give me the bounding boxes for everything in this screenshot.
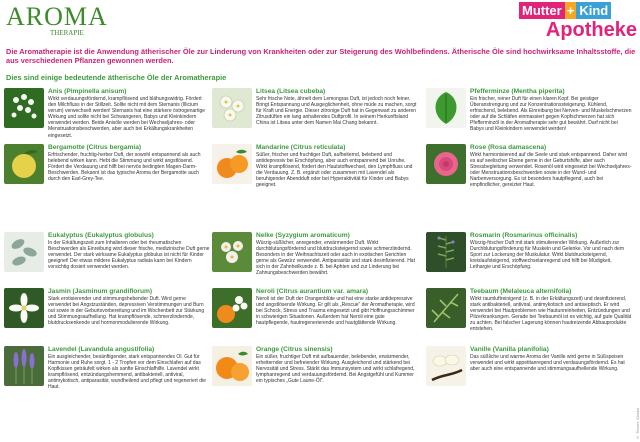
rosemary-sprig-icon bbox=[426, 232, 466, 272]
pharmacy-logo[interactable] bbox=[519, 2, 637, 42]
oil-name: Mandarine (Citrus reticulata) bbox=[256, 144, 346, 151]
oil-entry bbox=[212, 88, 420, 144]
oil-description: Wirkt verdauungsfördernd, krampflösend und blähungswidrig. Fördert den Milchfluss in der Stillzeit. Sollte nicht mit dem Sternanis (Illicium verum) verwechselt werden! Sternanis hat eine stärkere östrogenartige Wirkung und sollte nicht bei Schwangeren, Babys und Kleinkindern verwendet werden. Beide Anisöle werden bei Wechseljahres- oder Menstruationsbeschwerden, aber auch bei Erkältungskrankheiten eingesetzt. bbox=[48, 96, 206, 139]
oil-description: Sehr frische Note, ähnelt dem Lemongras Duft, ist jedoch noch feiner. Bringt Entspannung und Ausgeglichenheit, ohne müde zu machen, sorgt für Kraft und Energie. Dieser zitronige Duft hat in Gegenwart zu anderen Zitrusdüften ein lang anhaltendes Duftprofil. In seinem Herkunftsland China ist Litsea unter dem Namen Mai Chang bekannt. bbox=[256, 96, 417, 127]
oil-entry bbox=[4, 288, 212, 344]
intro-text: Die Aromatherapie ist die Anwendung ätherischer Öle zur Linderung von Krankheiten oder zur Steigerung des Wohlbefindens. Ätherische Öle sind hochwirksame Inhaltsstoffe, die aus verschiedenen Pflanzen gewonnen werden. bbox=[6, 47, 636, 65]
pharmacy-logo-word1: Mutter bbox=[519, 2, 565, 19]
oil-description: Wirkt raumluftreinigend (z. B. in der Erkältungszeit) und desinfizierend, stark antibakteriell, antiviral, antimykotisch und antiseptisch. Er wird verwendet bei Hautproblemen wie Hautunreinheiten, Entzündungen und Pilzerkrankungen. Gerade bei Teebaumöl ist es wichtig, auf gute Qualität zu achten. Bei falscher Lagerung können hautreizende Abbauprodukte entstehen. bbox=[470, 296, 632, 333]
peppermint-leaf-icon bbox=[426, 88, 466, 128]
oil-name: Nelke (Syzygium aromaticum) bbox=[256, 232, 350, 239]
oil-description: Süßer, frischer und fruchtiger Duft, aufheiternd, belebend und antidepressiv bei Erschöpfung, aber auch entspannend bei Unruhe. Wirkt krampflösend, fördert den Hautstoffwechsel, den Lymphfluss und die Verdauung. Z. B. ergänzt oder zusammen mit Lavendel als beruhigender Abendduft oder bei Hyperaktivität für Kinder und Babys geeignet. bbox=[256, 152, 413, 189]
section-subtitle: Dies sind einige bedeutende ätherische Öle der Aromatherapie bbox=[6, 73, 227, 82]
orange-fruit-icon bbox=[212, 346, 252, 386]
oil-name: Pfefferminze (Mentha piperita) bbox=[470, 88, 565, 95]
oil-entry bbox=[4, 88, 212, 144]
neroli-blossom-icon bbox=[212, 288, 252, 328]
oil-description: Das süßliche und warme Aroma der Vanille wird gerne in Süßspeisen verwendet und wirkt appetitanregend und verdauungsfördernd. Es hat aber auch eine entspannende und stimmungsaufhellende Wirkung. bbox=[470, 354, 625, 373]
lavender-flower-icon bbox=[4, 346, 44, 386]
oil-entry bbox=[4, 144, 212, 230]
oil-description: Würzig-frischer Duft mit stark stimulierender Wirkung. Äußerlich zur Durchblutungsförderung für Muskeln und Gelenke. Vor und nach dem Sport zur Lockerung der Muskulatur. Wirkt blutdrucksteigernd, kreislaufsteigernd, stoffwechselanregend und hilft bei Müdigkeit, Lethargie und Erschöpfung. bbox=[470, 240, 624, 271]
oil-grid bbox=[4, 88, 636, 440]
oil-description: In der Erkältungszeit zum Inhalieren oder bei rheumatischen Beschwerden als Einreibung wird dieser frische, medizinische Duft gerne verwendet. Der stark wirksame Eukalyptus globulus ist nicht für Kinder geeignet! Der etwas mildere Eukalyptus radiata kann bei Kindern vorsichtig dosiert verwendet werden. bbox=[48, 240, 210, 271]
oil-description: Wirkt harmonisierend auf die Seele und stark entspannend. Daher wird es auf seelischer Ebene gerne in der Geburtshilfe, aber auch Stressbegleitung verwendet. Rosenöl wird eingesetzt bei Wechseljahres- oder Menstruationsbeschwerden sowie in der Wund- und Narbenversorgung. Es ist besonders hautpflegend, auch bei empfindlicher, gereizter Haut. bbox=[470, 152, 632, 189]
oil-description: Ein ausgleichender, besänftigender, stark entspannendes Öl. Gut für Harmonie und Ruhe sorgt. 1 - 2 Tropfen vor dem Einschlafen auf das Kopfkissen geträufelt wirken als sanfte Einschlafhilfe. Lavendel wirkt krampflösend, entzündungshemmend, antibakteriell, antiviral, antimykotisch, antiparasitär, wundheilend und pflegt und regeneriert die Haut. bbox=[48, 354, 206, 391]
oil-name: Lavendel (Lavandula angustifolia) bbox=[48, 346, 155, 353]
header bbox=[0, 0, 640, 44]
oil-name: Teebaum (Melaleuca alternifolia) bbox=[470, 288, 572, 295]
rose-flower-icon bbox=[426, 144, 466, 184]
pharmacy-logo-top bbox=[519, 2, 637, 19]
oil-name: Vanille (Vanilla planifolia) bbox=[470, 346, 549, 353]
oil-name: Litsea (Litsea cubeba) bbox=[256, 88, 326, 95]
oil-description: Würzig-süßlicher, anregender, erwärmender Duft. Wirkt durchblutungsfördernd und blutdrucksteigernd sowie schmerzlindernd. Besonders in der Weihnachtszeit oder auch in exotischen Gerichten gerne als Gewürz verwendet. Antiparasitär und stark desinfizierend. Hat sich in der Zahnheilkunde z. B. bei Aphten und zur Linderung bei Zahnungsbeschwerden bewährt. bbox=[256, 240, 415, 277]
oil-name: Bergamotte (Citrus bergamia) bbox=[48, 144, 142, 151]
aroma-logo-text: AROMA bbox=[6, 2, 108, 31]
oil-entry bbox=[4, 232, 212, 288]
oil-entry bbox=[212, 346, 420, 438]
pharmacy-logo-plus: + bbox=[566, 3, 575, 18]
oil-entry bbox=[426, 232, 634, 288]
bergamot-fruit-icon bbox=[4, 144, 44, 184]
oil-name: Eukalyptus (Eukalyptus globulus) bbox=[48, 232, 154, 239]
oil-description: Ein frischer, reiner Duft für einen klaren Kopf. Bei geistiger Überanstrengung und zur Konzentrationssteigerung. Kühlend, erfrischend, belebend. Als Einreibung bei Nerven- und Muskelschmerzen oder auf die Schläfen einmassiert gegen Kopfschmerzen hat sich Pfefferminzöl in der Aromatherapie sehr gut bewährt. Darf nicht bei Babys und Kleinkindern verwendet werden! bbox=[470, 96, 632, 133]
pharmacy-name: Apotheke bbox=[545, 19, 637, 41]
oil-entry bbox=[426, 288, 634, 344]
aroma-logo[interactable] bbox=[6, 2, 108, 43]
oil-name: Orange (Citrus sinensis) bbox=[256, 346, 333, 353]
oil-entry bbox=[212, 288, 420, 344]
litsea-flower-icon bbox=[212, 88, 252, 128]
jasmine-flower-icon bbox=[4, 288, 44, 328]
oil-entry bbox=[4, 346, 212, 438]
oil-name: Rosmarin (Rosmarinus officinalis) bbox=[470, 232, 578, 239]
oil-entry bbox=[426, 144, 634, 230]
pharmacy-logo-word2: Kind bbox=[576, 2, 611, 19]
oil-entry bbox=[212, 144, 420, 230]
oil-entry bbox=[426, 88, 634, 144]
anis-flower-icon bbox=[4, 88, 44, 128]
tea-tree-leaf-icon bbox=[426, 288, 466, 328]
oil-description: Neroli ist der Duft der Orangenblüte und hat eine starke antidepressive und angstlösende Wirkung. Er gilt als „Rescue“ der Aromatherapie, wird bei Schock, Stress und Trauma eingesetzt und gibt Hoffnungsschimmer in schwierigen Situationen. Außerdem hat Neroli eine gute hautpflegende, hautregenerierende und hautglättende Wirkung. bbox=[256, 296, 415, 327]
oil-entry bbox=[426, 346, 634, 438]
oil-description: Stark erotisierender und stimmungshebender Duft. Wird gerne verwendet bei Angstzuständen, depressiven Verstimmungen und Burn out sowie in der Geburtsvorbereitung und im Wochenbett zur Stärkung und Stimmungsaufhellung. Hat krampflösende, schmerzlindernde, blutdrucksenkende und hormonmodulierende Wirkung. bbox=[48, 296, 205, 327]
vanilla-pod-icon bbox=[426, 346, 466, 386]
aroma-logo-subtext: THERAPIE bbox=[50, 29, 84, 37]
clove-flower-icon bbox=[212, 232, 252, 272]
photo-credit: © Teaser, Alaska bbox=[635, 408, 640, 440]
oil-name: Jasmin (Jasminum grandiflorum) bbox=[48, 288, 153, 295]
oil-description: Erfrischender, fruchtig-herber Duft, der sowohl entspannend als auch belebend wirken kann. Hebt die Stimmung und wirkt angstlösend. Fördert die Verdauung und hilft bei nervös bedingten Magen-Darm-Beschwerden. Bekannt ist das typische Aroma der Bergamotte auch durch den Earl-Grey-Tee. bbox=[48, 152, 201, 183]
eucalyptus-leaf-icon bbox=[4, 232, 44, 272]
oil-name: Rose (Rosa damascena) bbox=[470, 144, 547, 151]
oil-description: Ein süßer, fruchtiger Duft mit aufbauender, belebender, erwärmender, erheiternder und befreiender Wirkung. Ausgleichend und stärkend bei Nervosität und Stress. Stärkt das Immunsystem und wirkt schlafregend, lymphanregend und verdauungsfördernd. Bei Angstgefühl und Kummer ein typisches „Gute Laune-Öl“. bbox=[256, 354, 415, 385]
oil-name: Anis (Pimpinella anisum) bbox=[48, 88, 127, 95]
oil-entry bbox=[212, 232, 420, 288]
mandarin-fruit-icon bbox=[212, 144, 252, 184]
oil-name: Neroli (Citrus aurantium var. amara) bbox=[256, 288, 369, 295]
